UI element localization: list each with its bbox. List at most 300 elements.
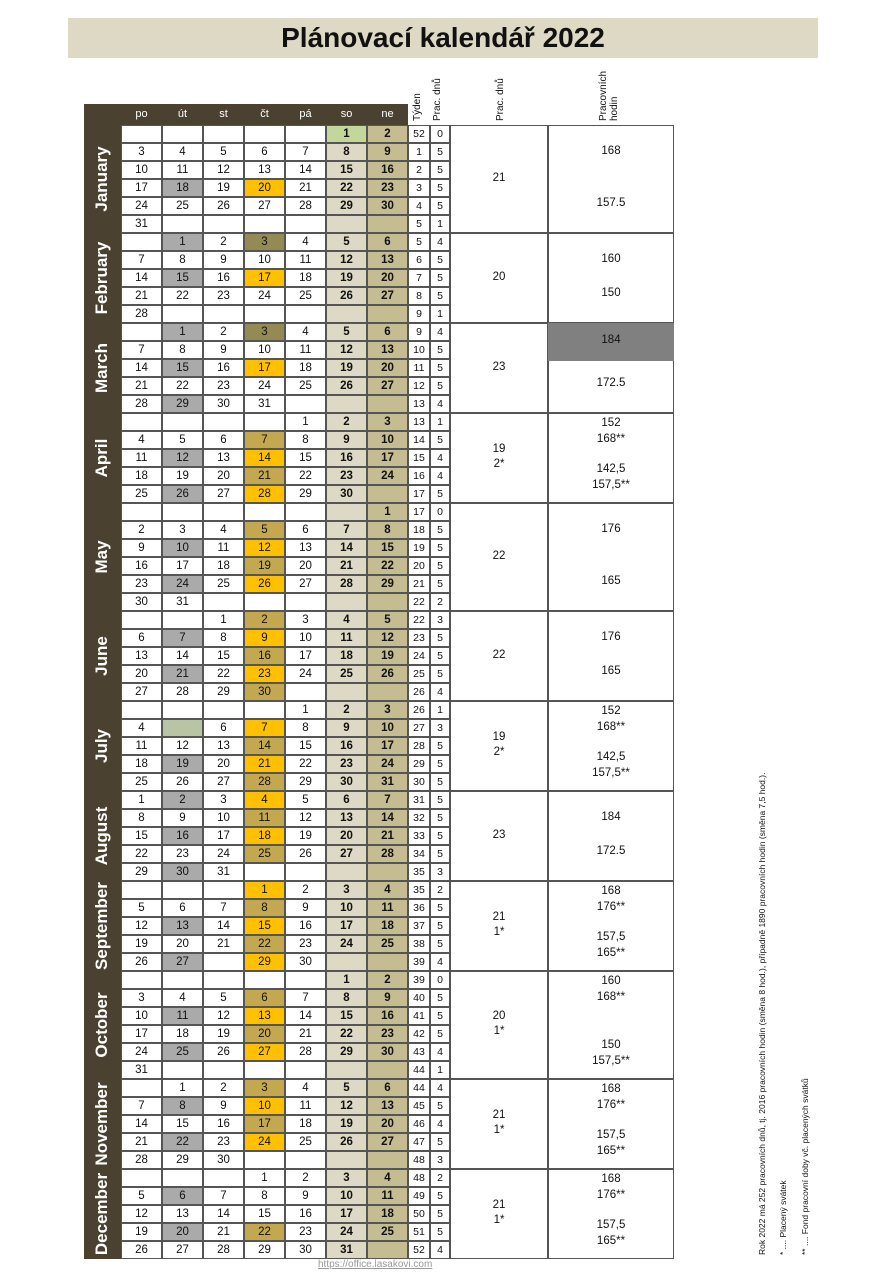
day-cell: 24 <box>244 1133 285 1151</box>
day-cell: 28 <box>367 845 408 863</box>
day-cell: 4 <box>121 719 162 737</box>
day-cell: 2 <box>244 611 285 629</box>
day-cell: 10 <box>244 341 285 359</box>
day-cell: 28 <box>121 1151 162 1169</box>
day-cell: 4 <box>285 1079 326 1097</box>
workdays-count: 4 <box>430 233 450 251</box>
month-hours-value: 176** <box>596 901 626 913</box>
day-cell: 12 <box>121 1205 162 1223</box>
day-cell: 7 <box>367 791 408 809</box>
day-cell: 5 <box>121 1187 162 1205</box>
day-cell: 11 <box>121 449 162 467</box>
day-cell: 12 <box>244 539 285 557</box>
month-hours-value: 176 <box>601 631 621 643</box>
day-cell: 20 <box>162 1223 203 1241</box>
week-number: 28 <box>408 737 430 755</box>
day-cell <box>367 395 408 413</box>
day-cell: 15 <box>367 539 408 557</box>
day-cell: 11 <box>367 899 408 917</box>
month-hours-value: 150 <box>601 287 621 299</box>
workdays-count: 5 <box>430 827 450 845</box>
day-cell: 12 <box>203 1007 244 1025</box>
day-cell: 23 <box>121 575 162 593</box>
workdays-count: 3 <box>430 863 450 881</box>
week-number: 31 <box>408 791 430 809</box>
day-cell: 23 <box>203 377 244 395</box>
month-hours-value: 184 <box>601 334 621 346</box>
day-cell: 20 <box>203 467 244 485</box>
day-cell: 4 <box>285 323 326 341</box>
week-number: 21 <box>408 575 430 593</box>
month-label: June <box>92 636 111 676</box>
day-cell: 14 <box>203 1205 244 1223</box>
week-number: 9 <box>408 323 430 341</box>
day-cell: 9 <box>285 899 326 917</box>
week-header: Týden <box>412 93 423 121</box>
day-cell: 28 <box>203 1241 244 1259</box>
day-cell: 31 <box>203 863 244 881</box>
day-cell: 23 <box>203 1133 244 1151</box>
month-hours-value: 165** <box>596 1235 626 1247</box>
day-cell: 20 <box>121 665 162 683</box>
day-cell <box>326 683 367 701</box>
month-workdays-value: 21 <box>492 171 506 184</box>
day-cell: 10 <box>162 539 203 557</box>
day-cell: 15 <box>162 1115 203 1133</box>
day-cell: 6 <box>367 233 408 251</box>
workdays-count: 4 <box>430 1079 450 1097</box>
day-cell <box>203 413 244 431</box>
month-workdays-value: 20 <box>492 1010 506 1022</box>
day-cell: 15 <box>285 737 326 755</box>
workdays-count: 5 <box>430 845 450 863</box>
week-number: 36 <box>408 899 430 917</box>
day-cell: 10 <box>367 431 408 449</box>
workdays-count: 5 <box>430 575 450 593</box>
day-cell <box>367 953 408 971</box>
week-number: 5 <box>408 215 430 233</box>
day-cell: 5 <box>244 521 285 539</box>
day-cell: 11 <box>285 1097 326 1115</box>
day-cell: 23 <box>162 845 203 863</box>
month-workdays-value: 21 <box>492 911 506 923</box>
week-number: 17 <box>408 485 430 503</box>
day-cell: 12 <box>326 251 367 269</box>
footer-link[interactable]: https://office.lasakovi.com <box>318 1259 433 1270</box>
workdays-count: 5 <box>430 791 450 809</box>
day-cell: 3 <box>326 881 367 899</box>
month-hours-value: 152 <box>601 417 621 429</box>
day-cell: 17 <box>367 737 408 755</box>
workdays-count: 1 <box>430 1061 450 1079</box>
day-cell: 21 <box>121 377 162 395</box>
day-cell: 19 <box>326 359 367 377</box>
day-cell: 19 <box>162 755 203 773</box>
day-cell: 31 <box>162 593 203 611</box>
day-cell <box>203 1061 244 1079</box>
day-cell: 20 <box>244 179 285 197</box>
day-cell: 12 <box>162 737 203 755</box>
month-hours-value: 172.5 <box>596 845 626 857</box>
day-cell <box>244 215 285 233</box>
week-number: 39 <box>408 953 430 971</box>
day-cell: 8 <box>121 809 162 827</box>
workdays-count: 1 <box>430 305 450 323</box>
day-cell: 17 <box>162 557 203 575</box>
day-cell: 30 <box>121 593 162 611</box>
week-number: 38 <box>408 935 430 953</box>
day-cell: 10 <box>326 1187 367 1205</box>
day-cell: 22 <box>162 377 203 395</box>
day-cell: 26 <box>326 287 367 305</box>
day-header: st <box>219 108 228 120</box>
day-cell: 26 <box>244 575 285 593</box>
month-hours-value: 168 <box>601 885 621 897</box>
day-cell: 20 <box>244 1025 285 1043</box>
day-cell: 23 <box>326 755 367 773</box>
day-cell: 2 <box>326 413 367 431</box>
day-cell: 6 <box>162 1187 203 1205</box>
workdays-count: 0 <box>430 503 450 521</box>
day-cell: 6 <box>203 719 244 737</box>
day-cell: 12 <box>326 341 367 359</box>
day-cell: 20 <box>326 827 367 845</box>
day-cell: 16 <box>367 161 408 179</box>
workdays-count: 5 <box>430 809 450 827</box>
day-cell <box>285 863 326 881</box>
day-cell <box>285 683 326 701</box>
day-cell: 7 <box>285 989 326 1007</box>
day-cell: 5 <box>326 233 367 251</box>
day-cell: 28 <box>244 773 285 791</box>
month-label: January <box>92 146 111 212</box>
workdays-count: 5 <box>430 1025 450 1043</box>
day-cell: 3 <box>326 1169 367 1187</box>
day-cell: 2 <box>121 521 162 539</box>
day-cell: 22 <box>244 1223 285 1241</box>
day-cell: 13 <box>326 809 367 827</box>
day-cell: 9 <box>326 719 367 737</box>
day-cell: 15 <box>121 827 162 845</box>
workdays-count: 5 <box>430 737 450 755</box>
day-cell: 8 <box>326 143 367 161</box>
workdays-count: 2 <box>430 593 450 611</box>
workdays-count: 4 <box>430 953 450 971</box>
week-number: 14 <box>408 431 430 449</box>
day-cell <box>367 1241 408 1259</box>
day-cell: 28 <box>121 395 162 413</box>
workdays-count: 1 <box>430 413 450 431</box>
day-cell: 29 <box>203 683 244 701</box>
month-hours-value: 165 <box>601 665 621 677</box>
day-cell: 15 <box>162 359 203 377</box>
workdays-count: 5 <box>430 287 450 305</box>
day-cell <box>121 1169 162 1187</box>
month-hours-value: 184 <box>601 811 621 823</box>
day-cell <box>367 1151 408 1169</box>
workdays-count: 1 <box>430 215 450 233</box>
day-cell: 27 <box>203 485 244 503</box>
day-cell <box>162 413 203 431</box>
month-hours <box>548 791 674 881</box>
month-hours <box>548 503 674 611</box>
day-cell: 15 <box>326 161 367 179</box>
day-cell: 26 <box>326 377 367 395</box>
day-cell: 28 <box>121 305 162 323</box>
month-hours-value: 157,5** <box>592 767 630 779</box>
day-cell: 4 <box>162 989 203 1007</box>
month-hours-value: 157,5** <box>592 479 630 491</box>
day-cell: 3 <box>244 323 285 341</box>
day-cell: 24 <box>121 197 162 215</box>
month-hours <box>548 233 674 323</box>
month-hours-value: 142,5 <box>596 463 626 475</box>
week-number: 45 <box>408 1097 430 1115</box>
day-cell: 26 <box>367 665 408 683</box>
day-cell: 16 <box>203 269 244 287</box>
day-cell: 23 <box>285 935 326 953</box>
day-cell: 12 <box>367 629 408 647</box>
day-cell: 27 <box>244 197 285 215</box>
day-cell: 20 <box>367 1115 408 1133</box>
day-cell <box>121 701 162 719</box>
day-cell: 17 <box>244 359 285 377</box>
week-number: 20 <box>408 557 430 575</box>
day-cell <box>203 881 244 899</box>
day-cell: 18 <box>367 917 408 935</box>
day-cell: 27 <box>162 1241 203 1259</box>
day-cell: 22 <box>285 467 326 485</box>
day-cell: 10 <box>244 1097 285 1115</box>
day-cell: 2 <box>367 971 408 989</box>
day-cell <box>367 1061 408 1079</box>
day-cell: 29 <box>162 1151 203 1169</box>
month-label: December <box>92 1172 111 1256</box>
day-cell: 29 <box>162 395 203 413</box>
day-cell: 13 <box>162 1205 203 1223</box>
month-workdays-value: 23 <box>492 828 506 841</box>
day-cell: 30 <box>285 1241 326 1259</box>
day-cell: 18 <box>326 647 367 665</box>
day-cell: 27 <box>367 377 408 395</box>
day-cell <box>285 125 326 143</box>
day-cell: 5 <box>326 1079 367 1097</box>
day-header: so <box>340 108 353 120</box>
hours-header: Pracovních hodin <box>598 70 620 121</box>
day-cell <box>203 215 244 233</box>
day-cell: 4 <box>285 233 326 251</box>
day-cell: 6 <box>121 629 162 647</box>
day-cell <box>326 215 367 233</box>
day-cell <box>244 593 285 611</box>
workdays-count: 5 <box>430 485 450 503</box>
month-hours-value: 165** <box>596 947 626 959</box>
day-cell: 11 <box>285 341 326 359</box>
day-cell <box>203 593 244 611</box>
month-label: February <box>92 241 111 315</box>
day-cell: 8 <box>326 989 367 1007</box>
month-label: August <box>92 806 111 866</box>
day-cell <box>285 1061 326 1079</box>
day-cell: 2 <box>203 323 244 341</box>
month-label: September <box>92 882 111 970</box>
day-cell: 1 <box>162 233 203 251</box>
day-cell: 17 <box>244 1115 285 1133</box>
day-cell: 7 <box>203 899 244 917</box>
day-cell: 6 <box>203 431 244 449</box>
day-cell: 11 <box>367 1187 408 1205</box>
day-cell: 5 <box>203 143 244 161</box>
workdays-count: 5 <box>430 341 450 359</box>
day-cell: 18 <box>162 1025 203 1043</box>
day-cell <box>285 1151 326 1169</box>
day-cell: 21 <box>244 467 285 485</box>
day-cell: 31 <box>121 1061 162 1079</box>
day-cell: 6 <box>244 143 285 161</box>
week-number: 13 <box>408 395 430 413</box>
day-cell <box>162 1169 203 1187</box>
day-cell: 16 <box>203 1115 244 1133</box>
page-title: Plánovací kalendář 2022 <box>68 18 818 58</box>
day-cell: 26 <box>203 197 244 215</box>
day-cell: 5 <box>203 989 244 1007</box>
day-cell: 15 <box>244 917 285 935</box>
week-number: 26 <box>408 701 430 719</box>
day-cell: 19 <box>162 467 203 485</box>
week-number: 19 <box>408 539 430 557</box>
week-number: 33 <box>408 827 430 845</box>
day-cell: 21 <box>121 1133 162 1151</box>
day-cell: 4 <box>367 1169 408 1187</box>
day-cell: 27 <box>285 575 326 593</box>
day-cell <box>121 503 162 521</box>
week-number: 39 <box>408 971 430 989</box>
day-cell: 24 <box>244 377 285 395</box>
day-cell: 17 <box>244 269 285 287</box>
day-cell: 23 <box>244 665 285 683</box>
day-cell: 18 <box>285 269 326 287</box>
day-cell <box>244 413 285 431</box>
day-cell: 6 <box>367 323 408 341</box>
workdays-count: 5 <box>430 557 450 575</box>
day-cell: 7 <box>121 341 162 359</box>
day-cell: 24 <box>326 1223 367 1241</box>
day-cell <box>367 593 408 611</box>
day-cell: 16 <box>162 827 203 845</box>
day-cell: 1 <box>121 791 162 809</box>
week-number: 27 <box>408 719 430 737</box>
day-cell <box>203 953 244 971</box>
day-cell <box>285 971 326 989</box>
day-cell: 11 <box>203 539 244 557</box>
day-cell: 27 <box>244 1043 285 1061</box>
day-cell <box>121 233 162 251</box>
day-cell: 25 <box>121 485 162 503</box>
day-cell: 8 <box>285 431 326 449</box>
workdays-count: 5 <box>430 161 450 179</box>
workdays-count: 5 <box>430 1223 450 1241</box>
day-cell: 7 <box>121 1097 162 1115</box>
day-cell: 3 <box>367 413 408 431</box>
day-cell <box>203 701 244 719</box>
month-hours-value: 165** <box>596 1145 626 1157</box>
day-cell: 22 <box>162 287 203 305</box>
workdays-count: 5 <box>430 197 450 215</box>
day-cell <box>326 1151 367 1169</box>
day-cell: 25 <box>162 1043 203 1061</box>
day-cell: 21 <box>121 287 162 305</box>
day-cell <box>121 125 162 143</box>
day-cell: 11 <box>285 251 326 269</box>
month-hours-value: 165 <box>601 575 621 587</box>
month-workdays-value: 22 <box>492 549 506 562</box>
day-cell <box>162 701 203 719</box>
day-cell <box>162 971 203 989</box>
month-label: May <box>92 540 111 574</box>
month-workdays-value: 23 <box>492 360 506 373</box>
day-cell: 21 <box>244 755 285 773</box>
day-cell: 16 <box>121 557 162 575</box>
day-cell: 23 <box>367 179 408 197</box>
day-cell: 17 <box>285 647 326 665</box>
day-cell: 15 <box>326 1007 367 1025</box>
day-cell: 10 <box>203 809 244 827</box>
day-cell: 25 <box>326 665 367 683</box>
workdays-count: 1 <box>430 701 450 719</box>
day-cell: 12 <box>203 161 244 179</box>
day-cell: 25 <box>244 845 285 863</box>
day-cell: 5 <box>326 323 367 341</box>
workdays-count: 5 <box>430 917 450 935</box>
day-cell <box>203 971 244 989</box>
day-cell <box>367 305 408 323</box>
day-cell: 10 <box>326 899 367 917</box>
month-workdays-value: 21 <box>492 1199 506 1211</box>
day-cell <box>162 1061 203 1079</box>
day-cell: 29 <box>121 863 162 881</box>
day-cell: 13 <box>285 539 326 557</box>
week-number: 43 <box>408 1043 430 1061</box>
day-cell: 6 <box>244 989 285 1007</box>
day-cell: 9 <box>203 341 244 359</box>
week-number: 50 <box>408 1205 430 1223</box>
week-number: 17 <box>408 503 430 521</box>
week-number: 13 <box>408 413 430 431</box>
day-cell: 3 <box>121 989 162 1007</box>
day-cell: 6 <box>285 521 326 539</box>
day-cell: 1 <box>244 881 285 899</box>
month-hours-value: 168** <box>596 433 626 445</box>
day-cell: 14 <box>285 1007 326 1025</box>
day-cell <box>326 593 367 611</box>
day-cell: 13 <box>203 737 244 755</box>
day-cell: 4 <box>326 611 367 629</box>
day-cell: 2 <box>285 881 326 899</box>
day-cell: 3 <box>244 1079 285 1097</box>
day-cell: 25 <box>285 1133 326 1151</box>
day-cell: 17 <box>326 917 367 935</box>
week-number: 48 <box>408 1169 430 1187</box>
day-header: pá <box>299 108 312 120</box>
day-cell: 6 <box>326 791 367 809</box>
day-cell: 12 <box>162 449 203 467</box>
day-cell: 30 <box>326 773 367 791</box>
day-cell: 26 <box>121 1241 162 1259</box>
week-number: 12 <box>408 377 430 395</box>
day-cell: 26 <box>162 485 203 503</box>
day-cell: 10 <box>121 1007 162 1025</box>
day-cell <box>244 1151 285 1169</box>
